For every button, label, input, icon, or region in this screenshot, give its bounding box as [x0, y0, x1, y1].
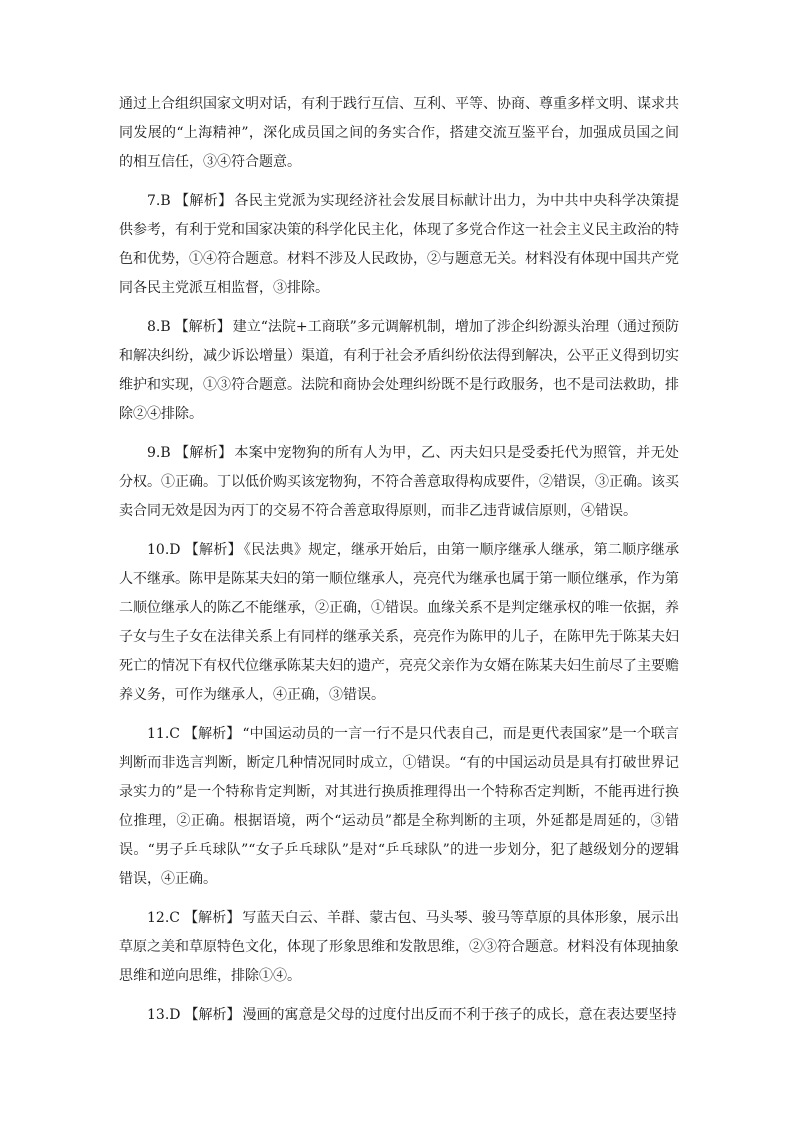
- analysis-tag: 【解析】: [184, 1007, 241, 1023]
- answer-item-10: [119, 536, 679, 710]
- answer-letter: C: [169, 910, 180, 926]
- analysis-text: 《民法典》规定，继承开始后，由第一顺序继承人继承，第二顺序继承人不继承。陈甲是陈某夫妇的第一顺位继承人，亮亮代为继承也属于第一顺位继承，作为第二顺位继承人的陈乙不能继承，②正确，①错误。血缘关系不是判定继承权的唯一依据，养子女与生子女在法律关系上有同样的继承关系，亮亮作为陈甲的儿子，在陈甲先于陈某夫妇死亡的情况下有权代位继承陈某夫妇的遗产，亮亮父亲作为女婿在陈某夫妇生前尽了主要赡养义务，可作为继承人，④正确，③错误。: [119, 542, 680, 703]
- analysis-text: 本案中宠物狗的所有人为甲，乙、丙夫妇只是受委托代为照管，并无处分权。①正确。丁以低价购买该宠物狗，不符合善意取得构成要件，②错误，③正确。该买卖合同无效是因为丙丁的交易不符合善意取得原则，而非乙违背诚信原则，④错误。: [119, 445, 680, 519]
- analysis-tag: 【解析】: [183, 726, 241, 742]
- analysis-text: 写蓝天白云、羊群、蒙古包、马头琴、骏马等草原的具体形象，展示出草原之美和草原特色文化，体现了形象思维和发散思维，②③符合题意。材料没有体现抽象思维和逆向思维，排除①④。: [119, 910, 680, 984]
- answer-item-7: [119, 187, 679, 303]
- continuation-paragraph: 通过上合组织国家文明对话，有利于践行互信、互利、平等、协商、尊重多样文明、谋求共同发展的“上海精神”，深化成员国之间的务实合作，搭建交流互鉴平台，加强成员国之间的相互信任，③④符合题意。: [119, 96, 679, 170]
- answer-item-11: [119, 720, 679, 894]
- question-number: 13.: [147, 1007, 170, 1023]
- answer-letter: C: [169, 726, 180, 742]
- analysis-text: 建立“法院+工商联”多元调解机制，增加了涉企纠纷源头治理（通过预防和解决纠纷，减少诉讼增量）渠道，有利于社会矛盾纠纷依法得到解决，公平正义得到切实维护和实现，①③符合题意。法院和商协会处理纠纷既不是行政服务，也不是司法救助，排除②④排除。: [119, 319, 680, 422]
- question-number: 10.: [147, 542, 170, 558]
- analysis-tag: 【解析】: [174, 445, 233, 461]
- question-number: 7.: [147, 193, 161, 209]
- answer-letter: B: [160, 193, 171, 209]
- question-number: 11.: [147, 726, 170, 742]
- answer-letter: D: [169, 1007, 181, 1023]
- answer-item-12: [119, 904, 679, 991]
- analysis-text: 各民主党派为实现经济社会发展目标献计出力，为中共中央科学决策提供参考，有利于党和国家决策的科学化民主化，体现了多党合作这一社会主义民主政治的特色和优势，①④符合题意。材料不涉及人民政协，②与题意无关。材料没有体现中国共产党同各民主党派互相监督，③排除。: [119, 193, 680, 296]
- question-number: 12.: [147, 910, 170, 926]
- answer-letter: D: [169, 542, 181, 558]
- answer-item-8: [119, 313, 679, 429]
- analysis-tag: 【解析】: [174, 193, 233, 209]
- question-number: 9.: [147, 445, 161, 461]
- analysis-tag: 【解析】: [174, 319, 231, 335]
- analysis-text: “中国运动员的一言一行不是只代表自己，而是更代表国家”是一个联言判断而非选言判断，断定几种情况同时成立，①错误。“有的中国运动员是具有打破世界记录实力的”是一个特称肯定判断，对其进行换质推理得出一个特称否定判断，不能再进行换位推理，②正确。根据语境，两个“运动员”都是全称判断的主项，外延都是周延的，③错误。“男子乒乓球队”“女子乒乓球队”是对“乒乓球队”的进一步划分，犯了越级划分的逻辑错误，④正确。: [119, 726, 679, 887]
- answer-letter: B: [160, 445, 171, 461]
- answer-explanations: [119, 90, 679, 1040]
- analysis-text: 漫画的寓意是父母的过度付出反而不利于孩子的成长，意在表达要坚持: [242, 1007, 677, 1023]
- analysis-tag: 【解析】: [184, 542, 242, 558]
- answer-item-13: [119, 1001, 679, 1030]
- question-number: 8.: [147, 319, 161, 335]
- answer-item-9: [119, 439, 679, 526]
- analysis-tag: 【解析】: [183, 910, 241, 926]
- answer-letter: B: [160, 319, 171, 335]
